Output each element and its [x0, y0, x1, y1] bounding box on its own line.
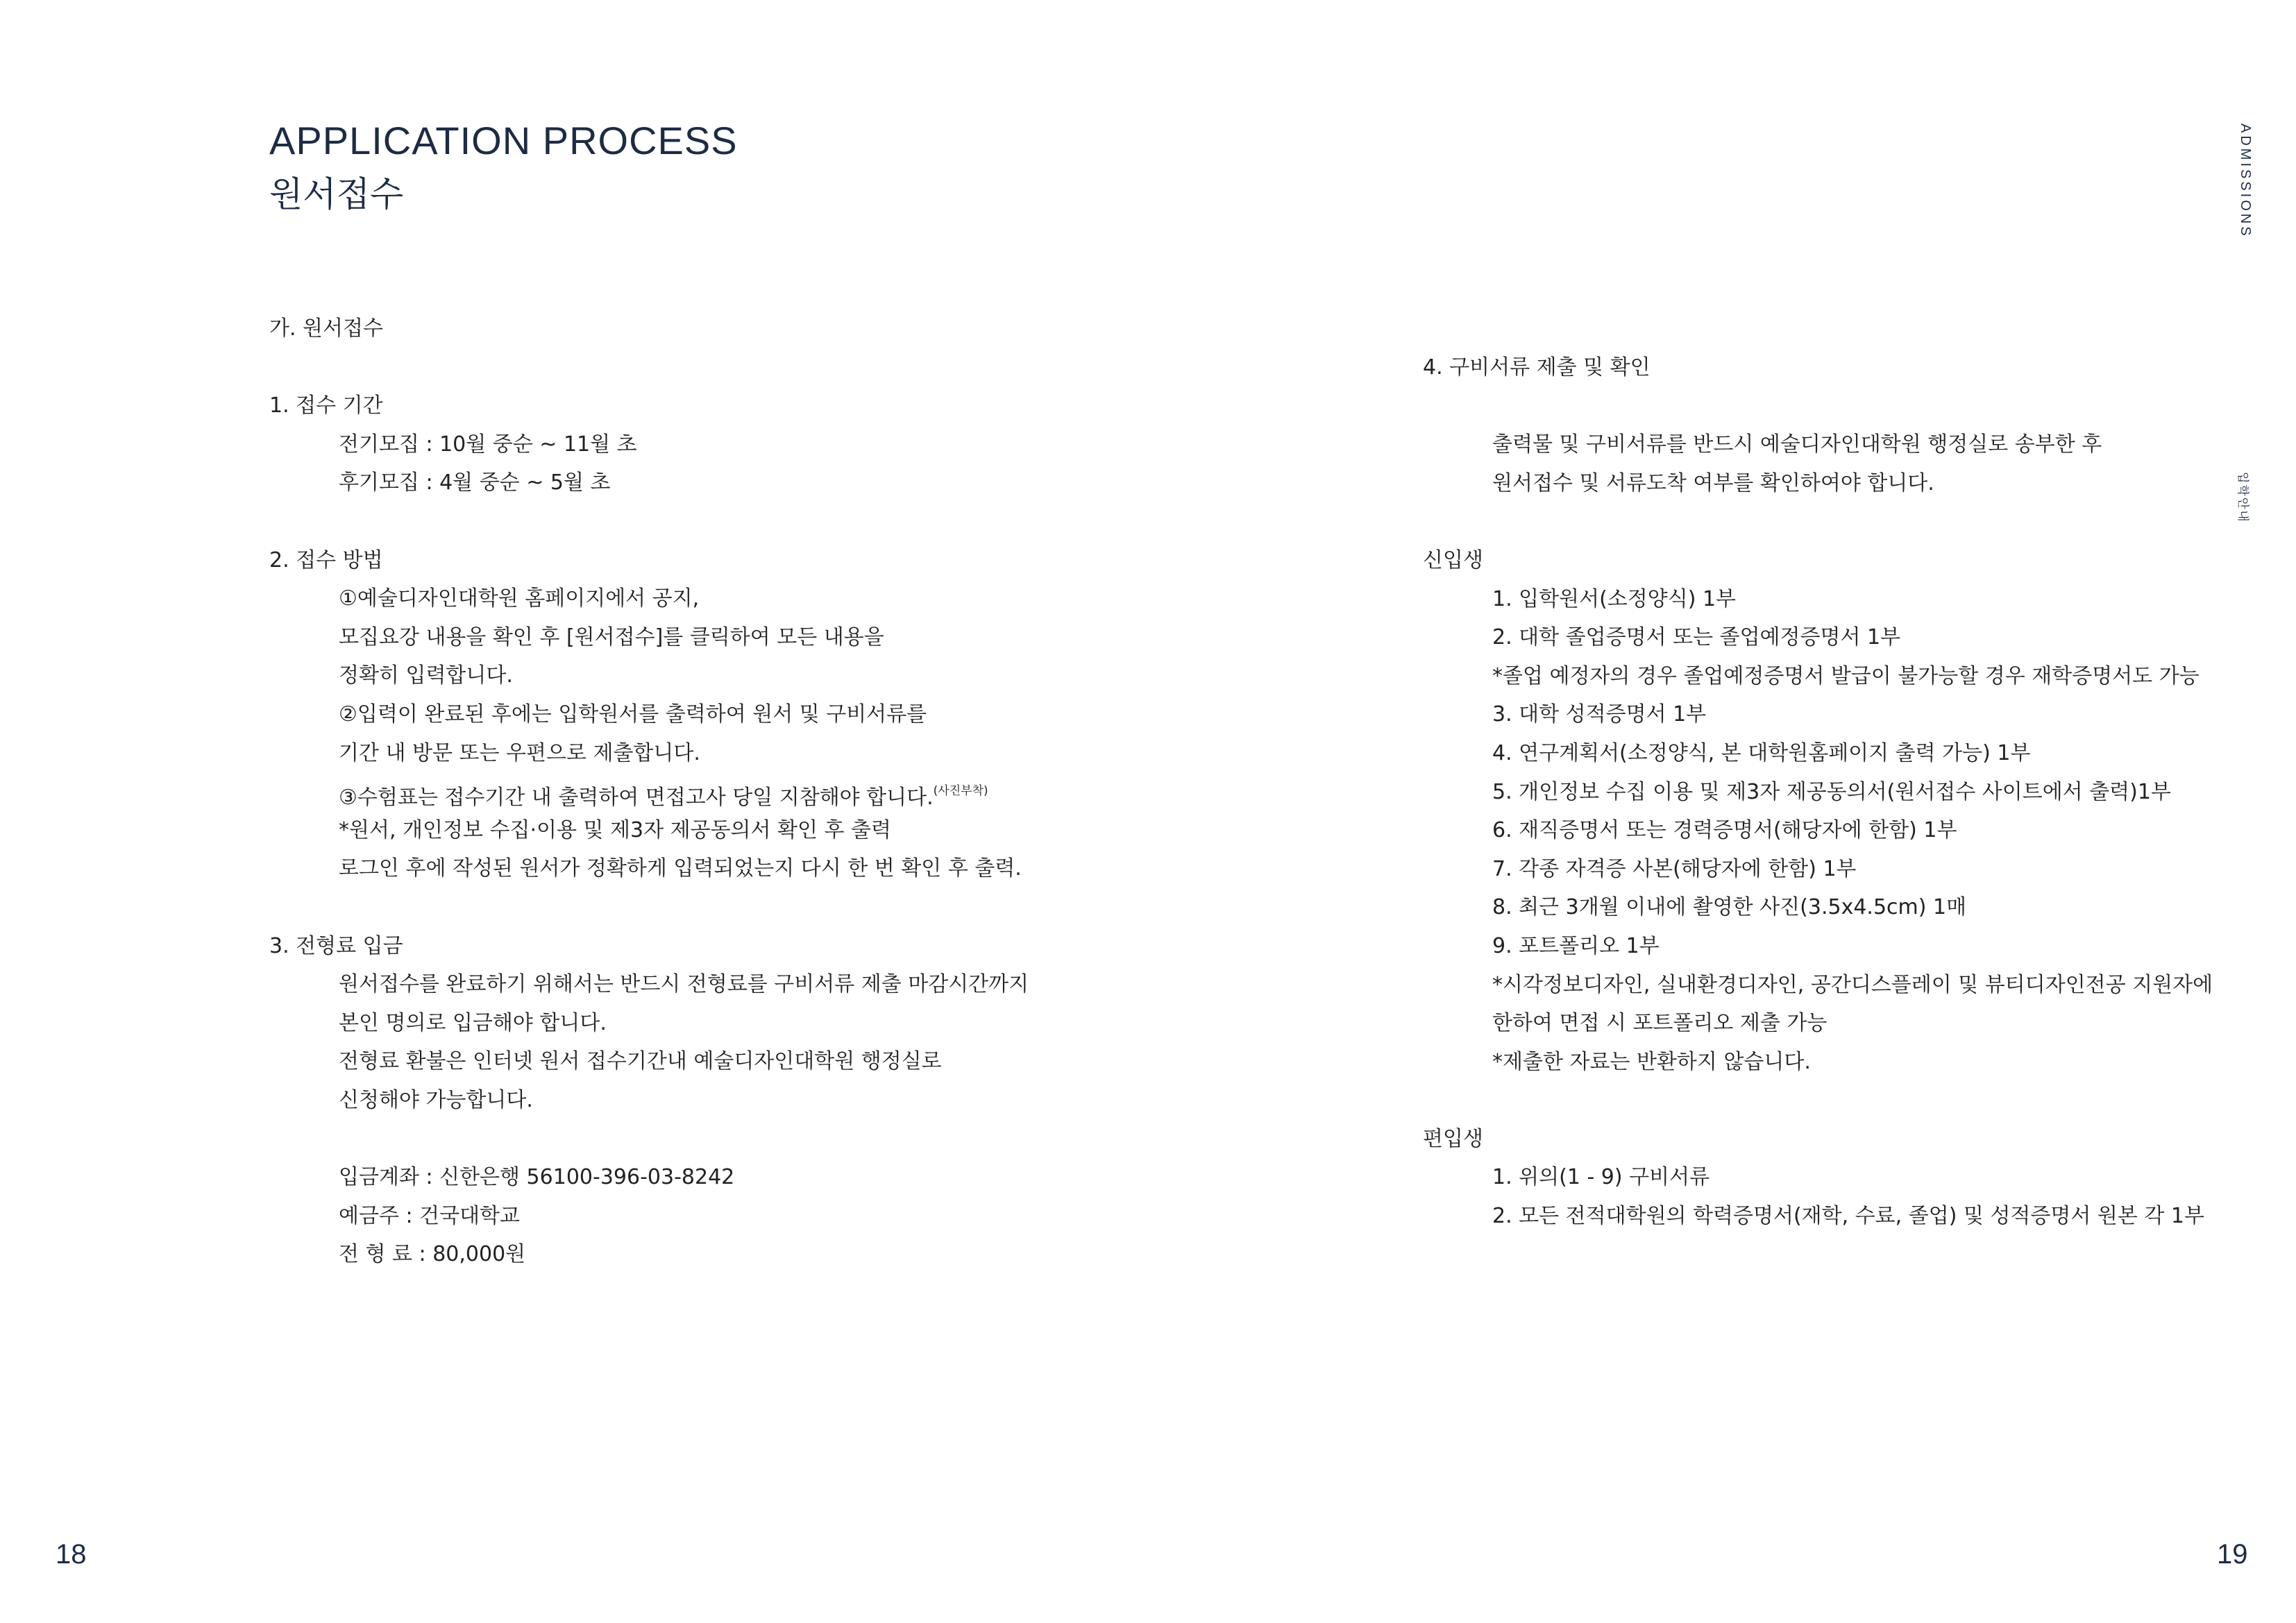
- freshman-note: *시각정보디자인, 실내환경디자인, 공간디스플레이 및 뷰티디자인전공 지원자에: [1492, 972, 2213, 997]
- fee-line: 원서접수를 완료하기 위해서는 반드시 전형료를 구비서류 제출 마감시간까지: [339, 972, 1029, 997]
- section-tab-korean: 입학안내: [2236, 472, 2249, 523]
- transfer-item: 2. 모든 전적대학원의 학력증명서(재학, 수료, 졸업) 및 성적증명서 원본 각 1부: [1492, 1204, 2204, 1229]
- page-title-english: APPLICATION PROCESS: [269, 119, 738, 162]
- fee-amount-line: 전 형 료 : 80,000원: [339, 1242, 526, 1267]
- page-title-korean: 원서접수: [269, 174, 404, 214]
- section-heading: 가. 원서접수: [269, 316, 383, 341]
- spacer: [269, 1119, 1352, 1158]
- documents-heading: 4. 구비서류 제출 및 확인: [1423, 355, 1651, 380]
- spacer: [1423, 387, 2270, 426]
- freshman-note: 한하여 면접 시 포트폴리오 제출 가능: [1492, 1011, 1827, 1036]
- period-line: 전기모집 : 10월 중순 ~ 11월 초: [339, 432, 637, 457]
- method-line: ①예술디자인대학원 홈페이지에서 공지,: [339, 586, 700, 611]
- right-column: [1423, 348, 2270, 1236]
- method-line-text: ③수험표는 접수기간 내 출력하여 면접고사 당일 지참해야 합니다.: [339, 785, 934, 810]
- method-line: 정확히 입력합니다.: [339, 663, 513, 688]
- method-line: 기간 내 방문 또는 우편으로 제출합니다.: [339, 740, 700, 765]
- method-line-with-note: [269, 772, 1352, 811]
- method-line: 모집요강 내용을 확인 후 [원서접수]를 클릭하여 모든 내용을: [339, 624, 884, 649]
- freshman-note: *제출한 자료는 반환하지 않습니다.: [1492, 1049, 1811, 1074]
- section-tab-english: ADMISSIONS: [2238, 124, 2253, 239]
- freshman-item: 5. 개인정보 수집 이용 및 제3자 제공동의서(원서접수 사이트에서 출력)1부: [1492, 779, 2171, 804]
- method-line: *원서, 개인정보 수집·이용 및 제3자 제공동의서 확인 후 출력: [339, 817, 891, 842]
- account-holder-line: 예금주 : 건국대학교: [339, 1203, 521, 1228]
- method-line: ②입력이 완료된 후에는 입학원서를 출력하여 원서 및 구비서류를: [339, 702, 927, 726]
- photo-note-superscript: (사진부착): [933, 784, 988, 799]
- period-heading: 1. 접수 기간: [269, 393, 383, 418]
- transfer-heading: 편입생: [1423, 1126, 1483, 1151]
- fee-line: 전형료 환불은 인터넷 원서 접수기간내 예술디자인대학원 행정실로: [339, 1049, 942, 1074]
- fee-line: 신청해야 가능합니다.: [339, 1087, 533, 1112]
- freshman-heading: 신입생: [1423, 547, 1483, 572]
- spacer: [1423, 1081, 2270, 1120]
- left-column: [269, 309, 1352, 1274]
- freshman-item: 7. 각종 자격증 사본(해당자에 한함) 1부: [1492, 856, 1857, 881]
- freshman-item: 1. 입학원서(소정양식) 1부: [1492, 586, 1737, 611]
- spacer: [1423, 502, 2270, 541]
- spacer: [269, 502, 1352, 541]
- freshman-item: 6. 재직증명서 또는 경력증명서(해당자에 한함) 1부: [1492, 818, 1957, 843]
- bank-account-line: 입금계좌 : 신한은행 56100-396-03-8242: [339, 1165, 735, 1190]
- period-line: 후기모집 : 4월 중순 ~ 5월 초: [339, 470, 611, 495]
- page-number-right: 19: [2217, 1539, 2248, 1570]
- freshman-item: 4. 연구계획서(소정양식, 본 대학원홈페이지 출력 가능) 1부: [1492, 740, 2031, 765]
- fee-line: 본인 명의로 입금해야 합니다.: [339, 1010, 607, 1035]
- transfer-item: 1. 위의(1 - 9) 구비서류: [1492, 1165, 1710, 1190]
- spacer: [269, 348, 1352, 387]
- documents-line: 출력물 및 구비서류를 반드시 예술디자인대학원 행정실로 송부한 후: [1492, 432, 2102, 457]
- method-line: 로그인 후에 작성된 원서가 정확하게 입력되었는지 다시 한 번 확인 후 출력.: [339, 856, 1022, 881]
- page-number-left: 18: [56, 1539, 87, 1570]
- freshman-item: 9. 포트폴리오 1부: [1492, 933, 1660, 958]
- freshman-item: 3. 대학 성적증명서 1부: [1492, 702, 1707, 727]
- method-heading: 2. 접수 방법: [269, 547, 383, 572]
- documents-line: 원서접수 및 서류도착 여부를 확인하여야 합니다.: [1492, 470, 1934, 495]
- freshman-note: *졸업 예정자의 경우 졸업예정증명서 발급이 불가능할 경우 재학증명서도 가능: [1492, 663, 2200, 688]
- fee-heading: 3. 전형료 입금: [269, 933, 403, 958]
- spacer: [269, 888, 1352, 927]
- freshman-item: 2. 대학 졸업증명서 또는 졸업예정증명서 1부: [1492, 625, 1901, 650]
- freshman-item: 8. 최근 3개월 이내에 촬영한 사진(3.5x4.5cm) 1매: [1492, 895, 1967, 920]
